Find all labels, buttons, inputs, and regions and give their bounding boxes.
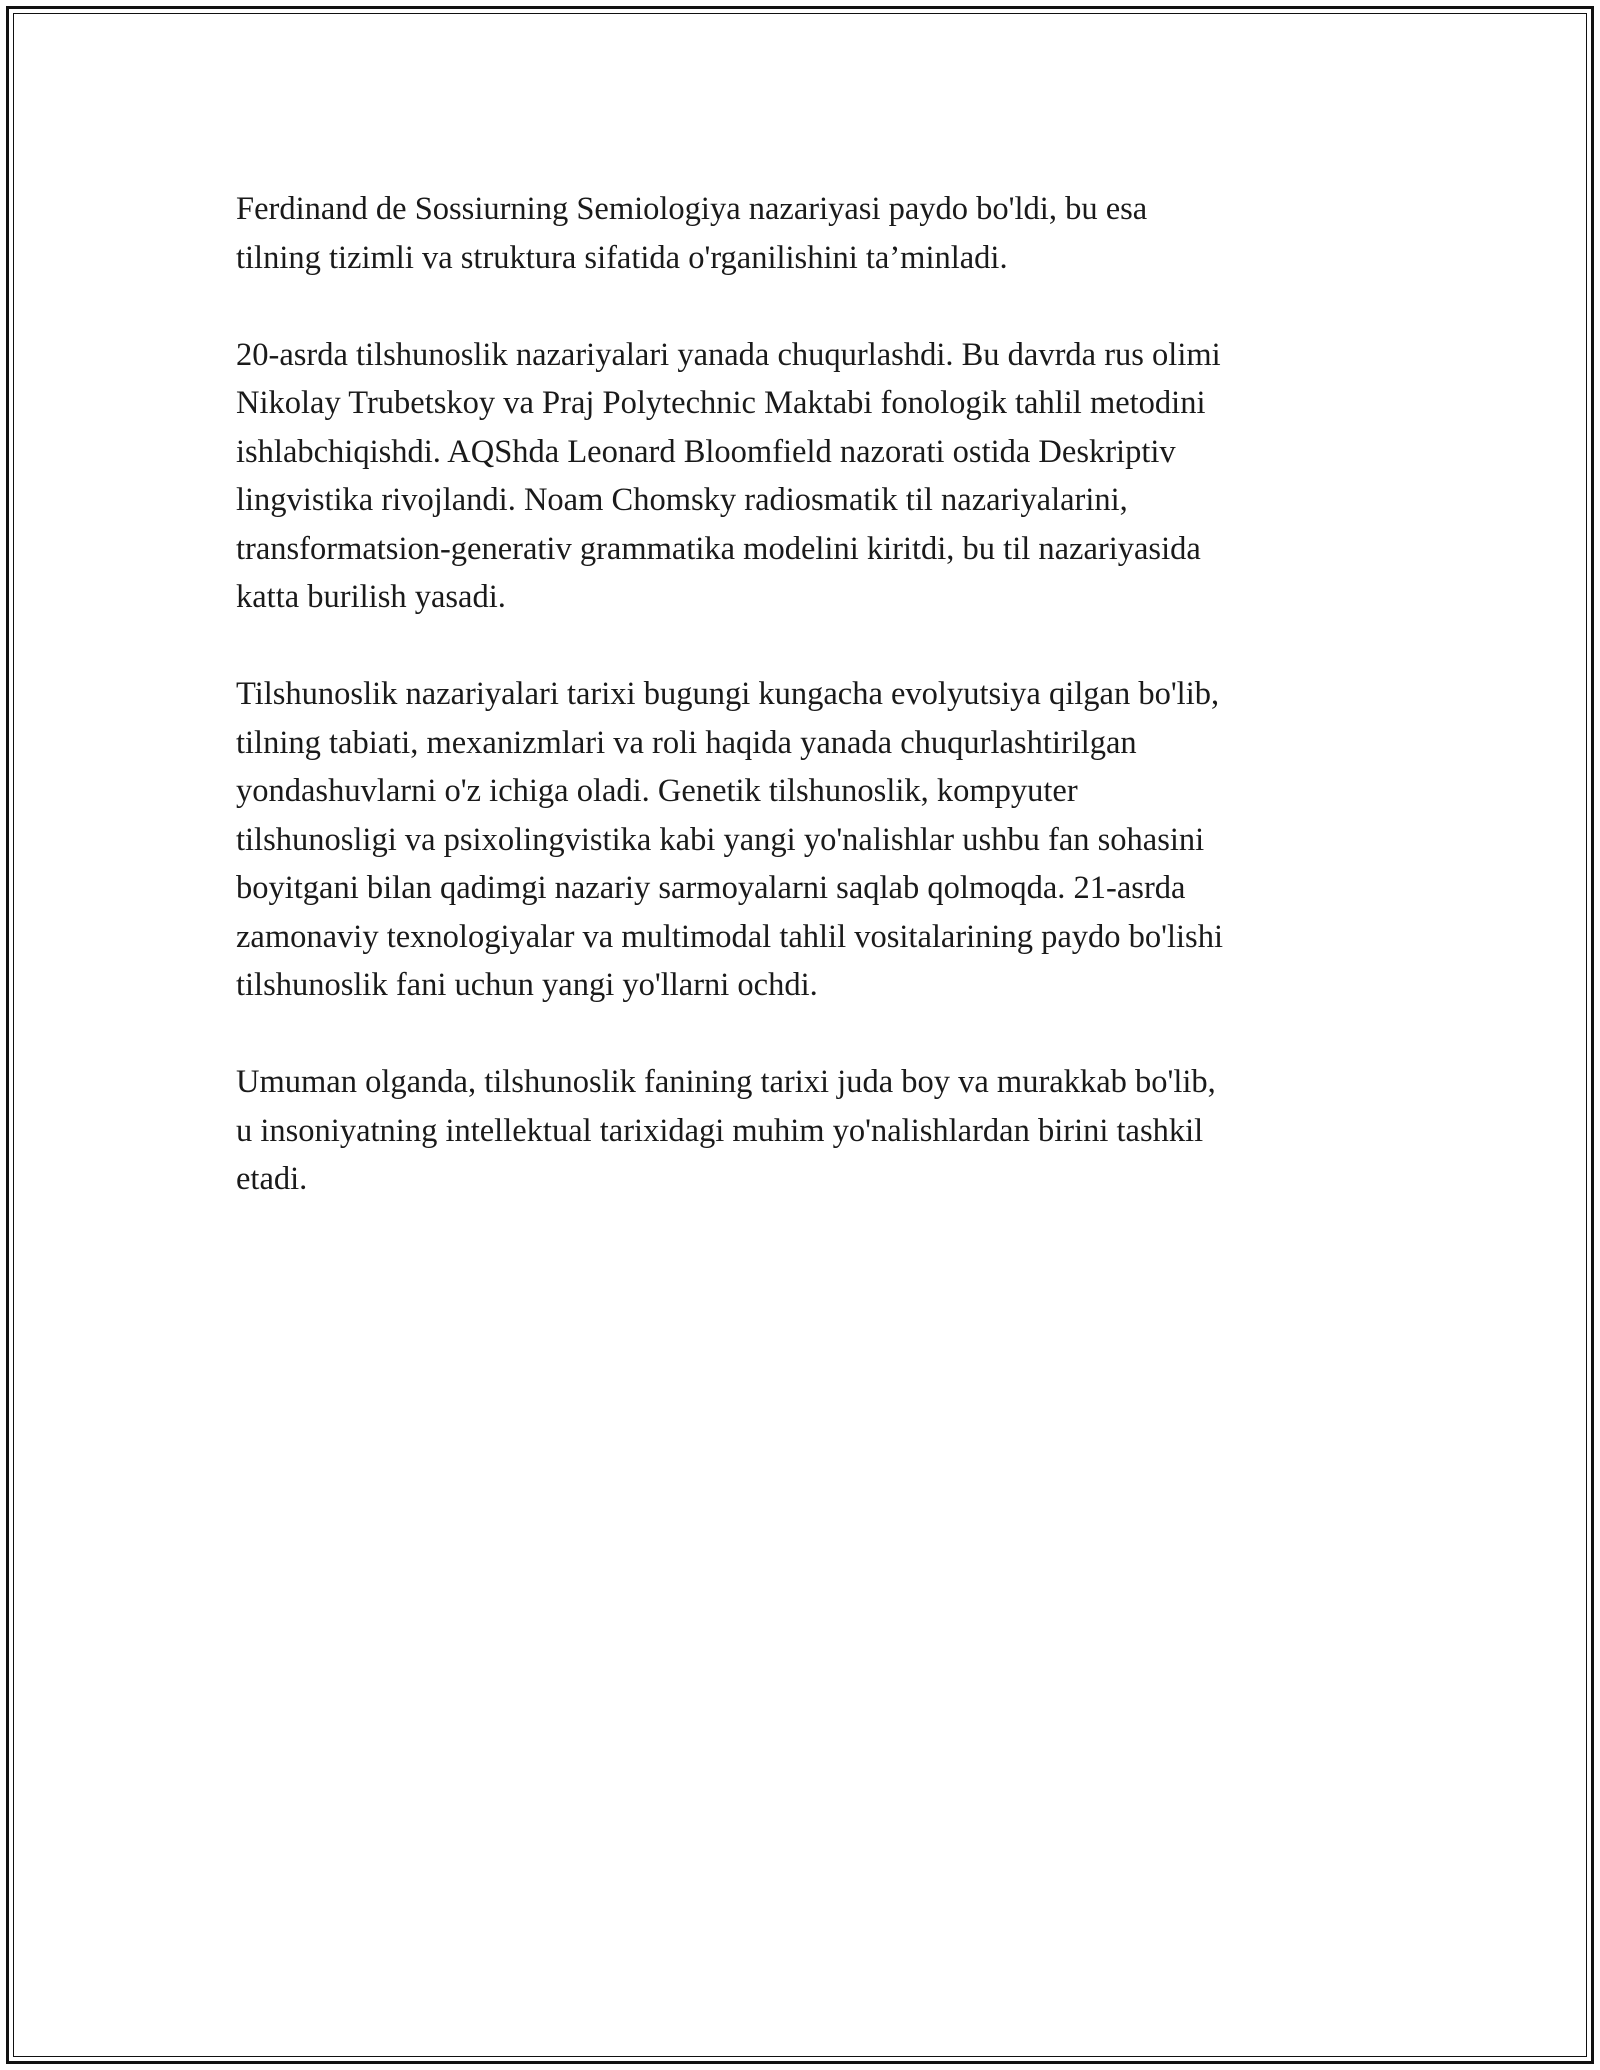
paragraph-evolution — [236, 670, 1366, 1010]
text-line: transformatsion-generativ grammatika modelini kiritdi, bu til nazariyasida — [236, 530, 1201, 567]
text-line: lingvistika rivojlandi. Noam Chomsky radiosmatik til nazariyalarini, — [236, 482, 1128, 518]
text-line: Nikolay Trubetskoy va Praj Polytechnic Maktabi fonologik tahlil metodini — [236, 385, 1206, 421]
text-line: tilning tizimli va struktura sifatida o'rganilishini ta’minladi. — [236, 239, 1008, 276]
text-line: etadi. — [236, 1161, 308, 1197]
text-line: Tilshunoslik nazariyalari tarixi bugungi kungacha evolyutsiya qilgan bo'lib, — [236, 676, 1220, 712]
text-line: tilning tabiati, mexanizmlari va roli haqida yanada chuqurlashtirilgan — [236, 724, 1137, 761]
text-line: zamonaviy texnologiyalar va multimodal tahlil vositalarining paydo bo'lishi — [236, 918, 1223, 955]
text-line: boyitgani bilan qadimgi nazariy sarmoyalarni saqlab qolmoqda. 21-asrda — [236, 870, 1186, 906]
paragraph-20th-century — [236, 331, 1366, 622]
text-line: 20-asrda tilshunoslik nazariyalari yanada chuqurlashdi. Bu davrda rus olimi — [236, 336, 1221, 373]
page-content — [236, 185, 1366, 1252]
text-line: tilshunosligi va psixolingvistika kabi yangi yo'nalishlar ushbu fan sohasini — [236, 821, 1205, 858]
text-line: Ferdinand de Sossiurning Semiologiya nazariyasi paydo bo'ldi, bu esa — [236, 191, 1148, 227]
text-line: tilshunoslik fani uchun yangi yo'llarni ochdi. — [236, 967, 818, 1003]
text-line: ishlabchiqishdi. AQShda Leonard Bloomfield nazorati ostida Deskriptiv — [236, 433, 1176, 470]
text-line: yondashuvlarni o'z ichiga oladi. Genetik tilshunoslik, kompyuter — [236, 773, 1078, 809]
text-line: u insoniyatning intellektual tarixidagi muhim yo'nalishlardan birini tashkil — [236, 1112, 1204, 1149]
text-line: Umuman olganda, tilshunoslik fanining tarixi juda boy va murakkab bo'lib, — [236, 1064, 1216, 1100]
paragraph-conclusion — [236, 1058, 1366, 1204]
paragraph-semiology — [236, 185, 1366, 282]
text-line: katta burilish yasadi. — [236, 579, 506, 615]
